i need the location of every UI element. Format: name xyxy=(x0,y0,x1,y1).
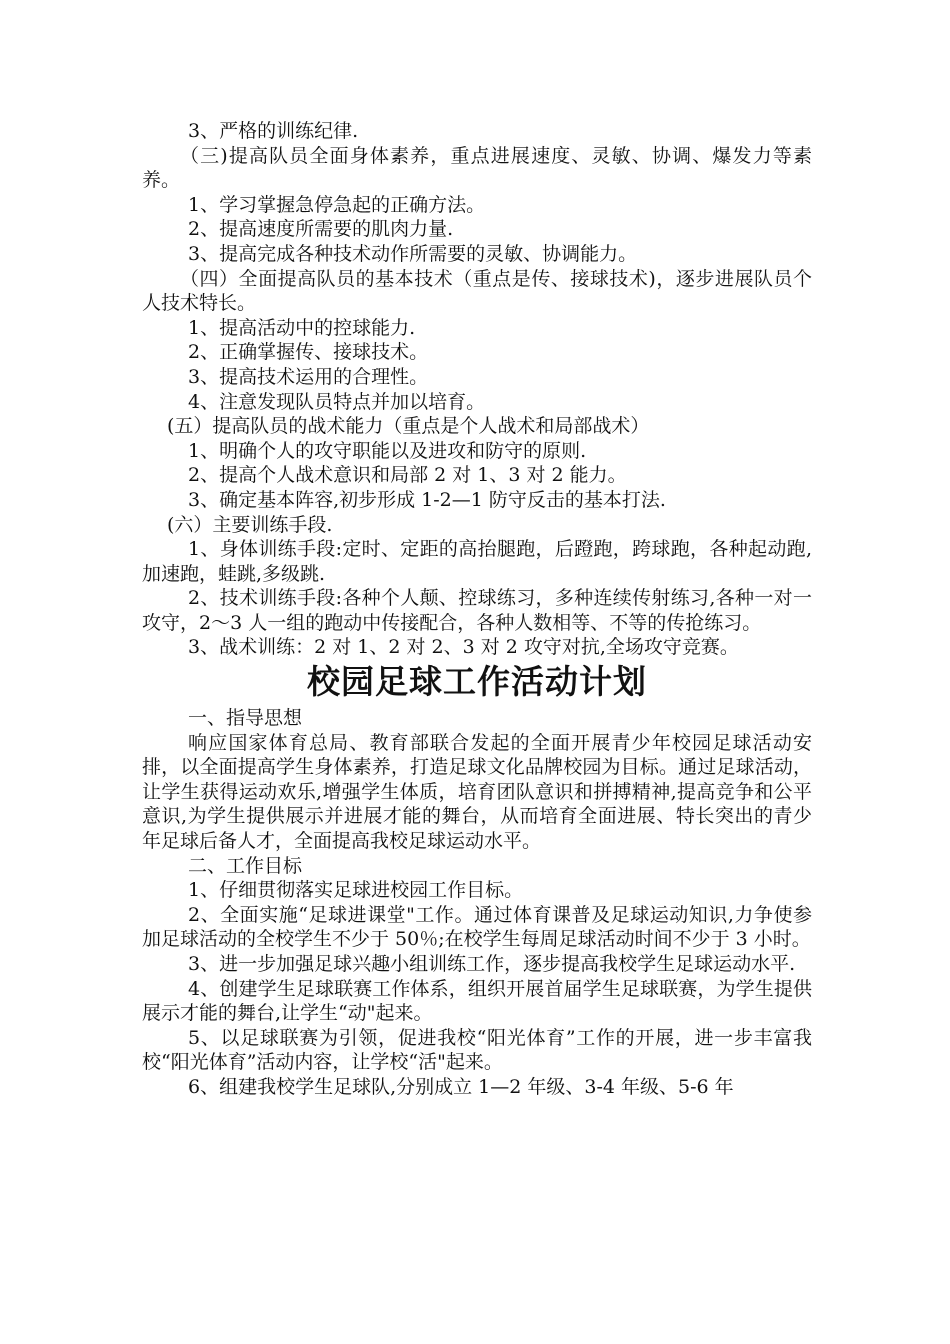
training-paragraph-5: 3、提高完成各种技术动作所需要的灵敏、协调能力。 xyxy=(188,242,638,265)
training-paragraph-15: (六）主要训练手段. xyxy=(167,513,333,536)
plan-paragraph-3: 二、工作目标 xyxy=(188,854,303,877)
plan-paragraph-6: 3、进一步加强足球兴趣小组训练工作，逐步提高我校学生足球运动水平. xyxy=(188,953,796,975)
plan-paragraph-9: 6、组建我校学生足球队,分别成立 1—2 年级、3-4 年级、5-6 年 xyxy=(188,1075,734,1098)
training-paragraph-9: 3、提高技术运用的合理性。 xyxy=(188,365,429,388)
document-page xyxy=(142,119,812,1100)
page-title: 校园足球工作活动计划 xyxy=(307,662,647,702)
plan-paragraph-7: 4、创建学生足球联赛工作体系，组织开展首届学生足球联赛，为学生提供展示才能的舞台,让学生“动"起来。 xyxy=(142,977,812,1025)
training-paragraph-16: 1、身体训练手段:定时、定距的高抬腿跑，后蹬跑，跨球跑，各种起动跑,加速跑，蛙跳,多级跳. xyxy=(142,538,812,585)
training-paragraph-8: 2、正确掌握传、接球技术。 xyxy=(188,341,429,364)
training-paragraph-6: （四）全面提高队员的基本技术（重点是传、接球技术)，逐步进展队员个人技术特长。 xyxy=(142,267,812,315)
training-paragraph-18: 3、战术训练：2 对 1、2 对 2、3 对 2 攻守对抗,全场攻守竞赛。 xyxy=(188,636,739,659)
training-paragraph-14: 3、确定基本阵容,初步形成 1-2—1 防守反击的基本打法. xyxy=(188,488,666,511)
training-paragraph-2: （三)提高队员全面身体素养，重点进展速度、灵敏、协调、爆发力等素养。 xyxy=(142,144,812,192)
plan-paragraph-4: 1、仔细贯彻落实足球进校园工作目标。 xyxy=(188,879,524,902)
training-paragraph-17: 2、技术训练手段:各种个人颠、控球练习，多种连续传射练习,各种一对一攻守，2～3 人一组的跑动中传接配合，各种人数相等、不等的传抢练习。 xyxy=(142,587,812,634)
training-paragraph-10: 4、注意发现队员特点并加以培育。 xyxy=(188,390,486,413)
training-paragraph-12: 1、明确个人的攻守职能以及进攻和防守的原则. xyxy=(188,439,587,462)
training-paragraph-13: 2、提高个人战术意识和局部 2 对 1、3 对 2 能力。 xyxy=(188,464,627,487)
activity-plan-section xyxy=(142,706,812,1100)
training-paragraph-11: (五）提高队员的战术能力（重点是个人战术和局部战术） xyxy=(167,415,650,438)
training-paragraph-1: 3、严格的训练纪律. xyxy=(188,120,359,142)
training-paragraph-4: 2、提高速度所需要的肌肉力量. xyxy=(188,218,454,241)
plan-paragraph-2: 响应国家体育总局、教育部联合发起的全面开展青少年校园足球活动安排，以全面提高学生身体素养，打造足球文化品牌校园为目标。通过足球活动，让学生获得运动欢乐,增强学生体质，培育团队意识和拼搏精神,提高竞争和公平意识,为学生提供展示并进展才能的舞台，从而培育全面进展、特长突出的青少年足球后备人才，全面提高我校足球运动水平。 xyxy=(142,731,812,853)
plan-paragraph-8: 5、以足球联赛为引领，促进我校“阳光体育”工作的开展，进一步丰富我校“阳光体育”活动内容，让学校“活"起来。 xyxy=(142,1026,812,1074)
plan-paragraph-1: 一、指导思想 xyxy=(188,707,303,730)
training-section xyxy=(142,119,812,660)
training-paragraph-3: 1、学习掌握急停急起的正确方法。 xyxy=(188,193,486,216)
training-paragraph-7: 1、提高活动中的控球能力. xyxy=(188,316,416,339)
plan-paragraph-5: 2、全面实施“足球进课堂"工作。通过体育课普及足球运动知识,力争使参加足球活动的全校学生不少于 50％;在校学生每周足球活动时间不少于 3 小时。 xyxy=(142,903,812,951)
